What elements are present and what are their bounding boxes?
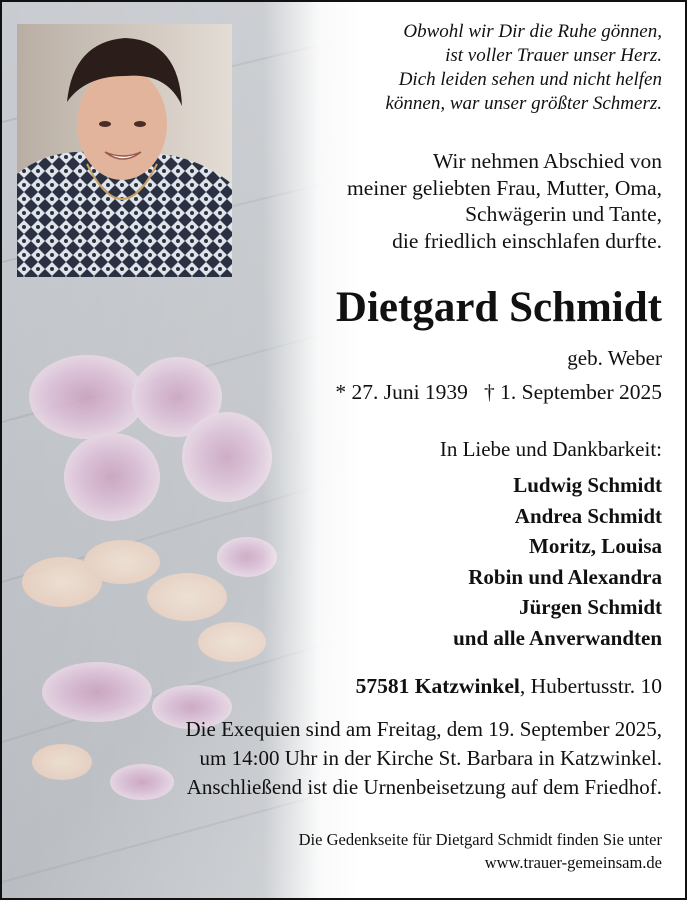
mourner-name: und alle Anverwandten [453,625,662,650]
mourner-name: Moritz, Louisa [529,534,662,558]
mourner-name: Andrea Schmidt [514,503,662,528]
intro-line: meiner geliebten Frau, Mutter, Oma, [347,175,662,200]
memorial-page-note [299,828,662,874]
funeral-line: um 14:00 Uhr in der Kirche St. Barbara in Katzwinkel. [199,746,662,770]
address-street: , Hubertusstr. 10 [519,674,662,698]
poem-line: können, war unser größter Schmerz. [385,93,662,114]
memorial-url-link[interactable]: www.trauer-gemeinsam.de [484,853,662,872]
birth-name: geb. Weber [567,346,662,370]
memorial-poem [385,20,662,116]
farewell-intro [347,148,662,254]
intro-line: Schwägerin und Tante, [465,202,662,226]
life-dates [335,379,662,406]
mourner-name: Jürgen Schmidt [519,595,662,619]
intro-line: die friedlich einschlafen durfte. [392,228,662,253]
intro-line: Wir nehmen Abschied von [432,149,662,173]
funeral-line: Die Exequien sind am Freitag, dem 19. September 2025, [185,717,662,741]
mourner-name: Ludwig Schmidt [513,473,662,497]
death-date: † 1. September 2025 [484,380,662,404]
address-city: 57581 Katzwinkel [355,674,520,698]
funeral-line: Anschließend ist die Urnenbeisetzung auf dem Friedhof. [186,775,662,799]
mourners-heading: In Liebe und Dankbarkeit: [439,437,662,461]
poem-line: ist voller Trauer unser Herz. [445,45,662,66]
deceased-name: Dietgard Schmidt [335,284,662,331]
mourner-name: Robin und Alexandra [468,564,662,589]
funeral-details [186,715,662,802]
portrait-photo [17,24,232,277]
poem-line: Obwohl wir Dir die Ruhe gönnen, [403,21,662,42]
memorial-text: Die Gedenkseite für Dietgard Schmidt finden Sie unter [298,830,662,849]
birth-date: * 27. Juni 1939 [335,380,468,404]
poem-line: Dich leiden sehen und nicht helfen [398,69,662,90]
mourners-list [453,470,662,653]
family-address [356,672,662,700]
